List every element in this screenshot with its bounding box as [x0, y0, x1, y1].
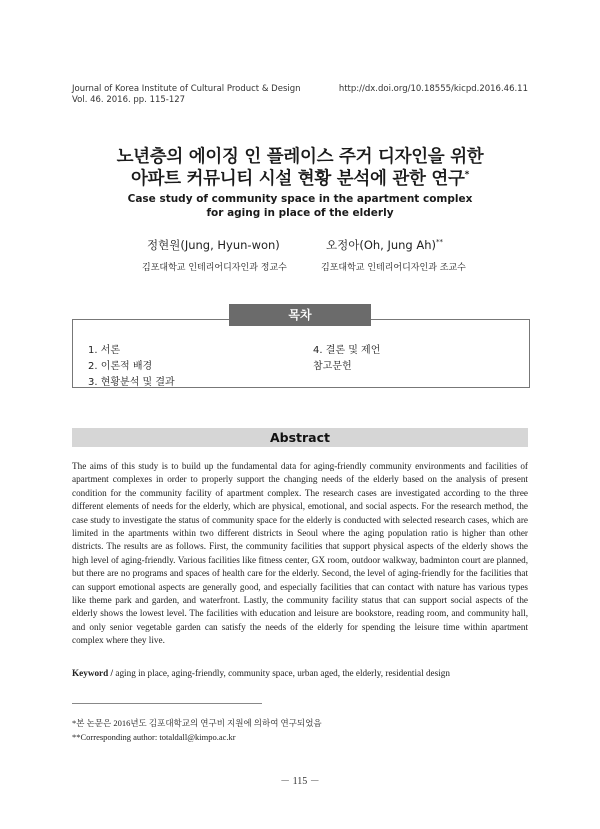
footnote-corresponding-author: **Corresponding author: totaldall@kimpo.ac.kr — [72, 732, 236, 742]
toc-item-3[interactable]: 3. 현황분석 및 결과 — [88, 377, 175, 388]
toc-item-references[interactable]: 참고문헌 — [313, 361, 352, 372]
keywords — [72, 668, 528, 678]
corresponding-author-mark: ** — [436, 238, 444, 247]
keyword-list: aging in place, aging-friendly, community space, urban aged, the elderly, residential design — [115, 668, 450, 678]
journal-name: Journal of Korea Institute of Cultural Product & Design — [72, 84, 301, 94]
toc-item-1[interactable]: 1. 서론 — [88, 345, 121, 356]
english-title-line1: Case study of community space in the apartment complex — [127, 193, 473, 205]
toc-item-2[interactable]: 2. 이론적 배경 — [88, 361, 153, 372]
funding-footnote-mark: * — [464, 170, 470, 181]
page-number: － 115 － — [280, 776, 320, 787]
footnote-divider — [72, 703, 262, 704]
journal-volume: Vol. 46. 2016. pp. 115-127 — [72, 95, 186, 105]
author-2-affiliation: 김포대학교 인테리어디자인과 조교수 — [321, 263, 466, 273]
toc-item-4[interactable]: 4. 결론 및 제언 — [313, 345, 381, 356]
doi-link[interactable]: http://dx.doi.org/10.18555/kicpd.2016.46.11 — [338, 84, 528, 94]
korean-title-line2-text: 아파트 커뮤니티 시설 현황 분석에 관한 연구 — [130, 169, 465, 189]
abstract-heading: Abstract — [72, 428, 528, 447]
author-2-name: 오정아(Oh, Jung Ah)** — [326, 238, 444, 252]
abstract-body: The aims of this study is to build up the fundamental data for aging-friendly community environments and facilities of apartment complexes in order to properly support the changing needs of the elderly based on the analysis of present condition for the community facility of apartment complex. The research cases are investigated according to the three different elements of needs for the elderly, which are physical, emotional, and social aspects. For the research method, the case study to investigate the status of community space for the elderly is conducted with selected research cases, which are limited in the apartments within two different districts in Seoul where the aging population ratio is higher than other districts. The results are as follows. First, the community facilities that support physical aspects of the elderly shows the high level of aging-friendly. Various facilities like fitness center, GX room, outdoor walkway, badminton court are planned, but there are no programs and spaces of health care for the elderly. Second, the level of aging-friendly for the facilities that can support emotional aspects are generally good, and especially facilities that can contact with nature has various types like theme park and garden, and waterfront. Lastly, the community facility status that can support social aspects of the elderly shows the lowest level. The facilities with education and leisure are bookstore, reading room, and community hall, and only senior vegetable garden can satisfy the needs of the elderly for spending the leisure time within apartment complex where they live. — [72, 461, 528, 646]
author-1-affiliation: 김포대학교 인테리어디자인과 정교수 — [142, 263, 287, 273]
author-1-name: 정현원(Jung, Hyun-won) — [147, 238, 280, 252]
english-title-line2: for aging in place of the elderly — [206, 207, 394, 219]
english-title — [0, 192, 600, 220]
journal-header — [72, 84, 301, 106]
korean-title-line2 — [0, 165, 600, 190]
footnote-funding: *본 논문은 2016년도 김포대학교의 연구비 지원에 의하여 연구되었음 — [72, 718, 322, 728]
korean-title-line1: 노년층의 에이징 인 플레이스 주거 디자인을 위한 — [116, 147, 484, 167]
toc-heading: 목차 — [229, 304, 371, 326]
keyword-label: Keyword / — [72, 668, 114, 678]
